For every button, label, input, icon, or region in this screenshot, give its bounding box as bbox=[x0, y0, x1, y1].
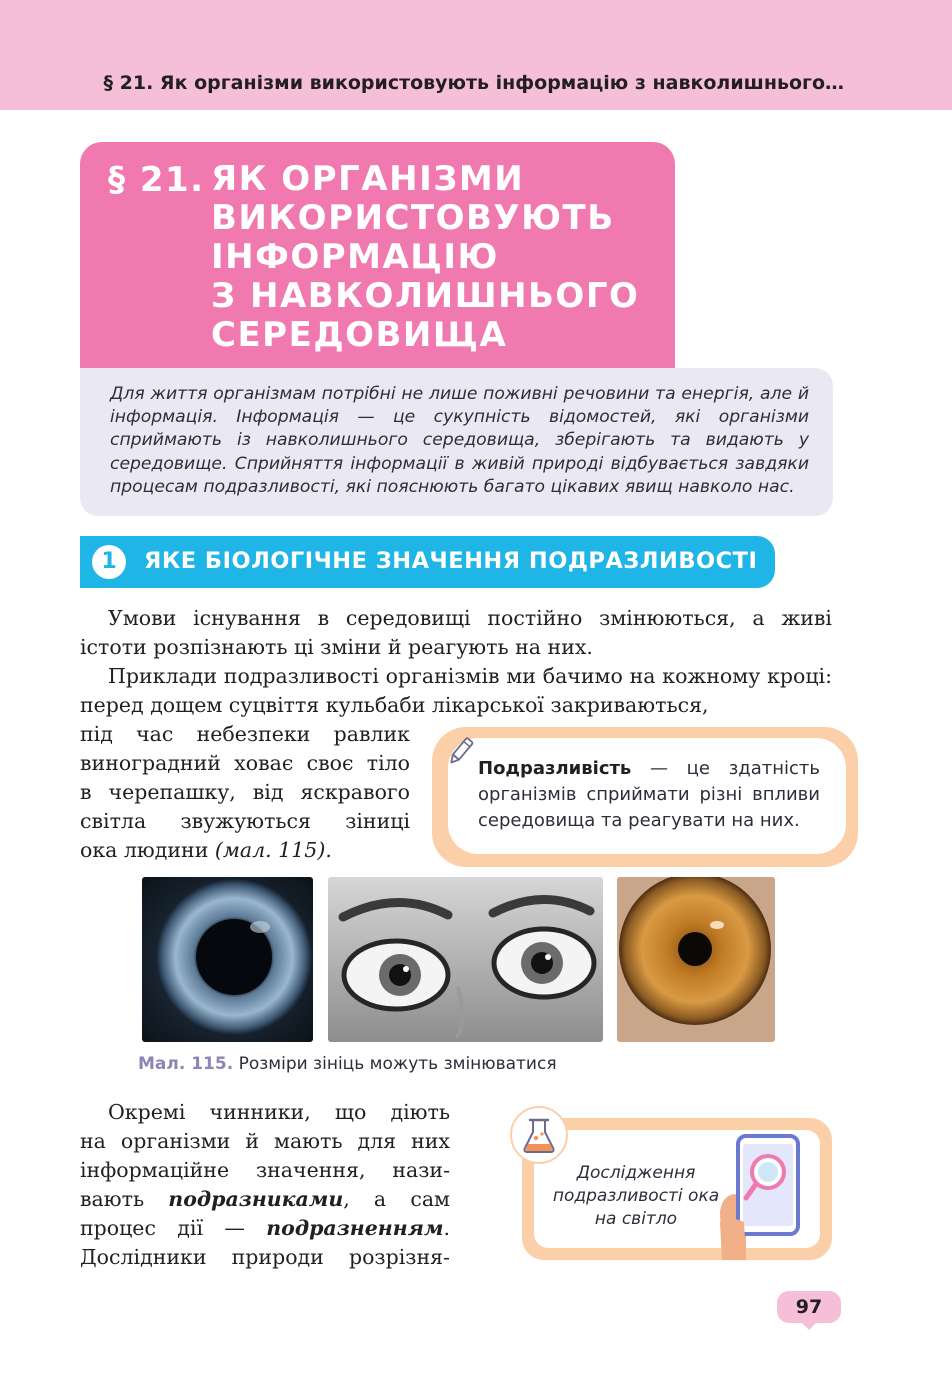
figure-caption bbox=[138, 1054, 557, 1074]
text-line bbox=[80, 836, 410, 865]
text-line: під час небезпеки равлик bbox=[80, 722, 410, 746]
paragraph-2-continued bbox=[80, 720, 410, 865]
photo-constricted-pupil bbox=[617, 877, 775, 1042]
definition-box bbox=[448, 738, 846, 854]
title-line: ЯК ОРГАНІЗМИ bbox=[211, 159, 525, 199]
phone-magnifier-icon bbox=[716, 1132, 806, 1260]
photo-dilated-pupil bbox=[142, 877, 313, 1042]
running-header bbox=[0, 0, 952, 110]
intro-box bbox=[80, 368, 833, 516]
pencil-icon bbox=[444, 734, 478, 768]
term-irritation: подразненням bbox=[266, 1216, 444, 1240]
paragraph-1: Умови існування в середовищі постійно змінюються, а живі істоти розпізнають ці зміни й реагують на них. bbox=[80, 606, 832, 659]
paragraph-title-block bbox=[80, 142, 675, 370]
text-line: Дослідники природи розрізня- bbox=[80, 1245, 450, 1269]
section-number-badge: 1 bbox=[92, 545, 126, 579]
research-text: Дослідження подразливості ока на світло bbox=[552, 1163, 720, 1229]
flask-icon bbox=[510, 1106, 568, 1164]
text-line bbox=[80, 1214, 450, 1243]
title-line: ВИКОРИСТОВУЮТЬ bbox=[211, 198, 615, 238]
text-fragment: , а сам bbox=[343, 1187, 450, 1211]
text-line bbox=[80, 1185, 450, 1214]
definition-text bbox=[478, 756, 820, 834]
term-stimuli: подразниками bbox=[168, 1187, 344, 1211]
paragraph-title bbox=[211, 160, 639, 355]
body-text-top bbox=[80, 604, 832, 720]
text-line: інформаційне значення, нази- bbox=[80, 1158, 450, 1182]
page-number: 97 bbox=[777, 1291, 841, 1323]
definition-body: — це здатність організмів сприймати різні впливи середовища та реагувати на них. bbox=[478, 758, 820, 831]
photo-wide-open-eyes bbox=[328, 877, 603, 1042]
figure-label: Мал. 115. bbox=[138, 1054, 234, 1074]
section-header bbox=[80, 536, 775, 588]
text-fragment: вають bbox=[80, 1187, 169, 1211]
figure-caption-text: Розміри зініць можуть змінюватися bbox=[238, 1054, 557, 1074]
title-line: З НАВКОЛИШНЬОГО bbox=[211, 276, 640, 316]
text-line: в черепашку, від яскравого bbox=[80, 780, 410, 804]
definition-term: Подразливість bbox=[478, 758, 632, 779]
text-line: Окремі чинники, що діють bbox=[108, 1100, 450, 1124]
figure-reference: (мал. 115). bbox=[214, 838, 332, 862]
paragraph-2-intro: Приклади подразливості організмів ми бачимо на кожному кроці: перед дощем суцвіття кульбаби лікарської закриваються, bbox=[80, 664, 832, 717]
paragraph-3 bbox=[80, 1098, 450, 1272]
text-fragment: процес дії — bbox=[80, 1216, 267, 1240]
section-title: ЯКЕ БІОЛОГІЧНЕ ЗНАЧЕННЯ ПОДРАЗЛИВОСТІ bbox=[144, 548, 758, 574]
intro-text: Для життя організмам потрібні не лише поживні речовини та енергія, але й інформація. Інформація — це сукупність відомостей, які організми сприймають із навколишнього середовища, зберігають та видають у середовище. Сприйняття інформації в живій природі відбувається завдяки процесам подразливості, які пояснюють багато цікавих явищ навколо нас. bbox=[110, 384, 809, 497]
paragraph-number: § 21. bbox=[108, 160, 205, 200]
title-line: ІНФОРМАЦІЮ bbox=[211, 237, 499, 277]
text-line: на організми й мають для них bbox=[80, 1129, 450, 1153]
running-header-title: § 21. Як організми використовують інформацію з навколишнього… bbox=[103, 72, 844, 94]
text-fragment: . bbox=[443, 1216, 450, 1240]
page-number-tail bbox=[800, 1321, 818, 1330]
text-line: виноградний ховає своє тіло bbox=[80, 751, 410, 775]
title-line: СЕРЕДОВИЩА bbox=[211, 315, 508, 355]
text-line: світла звужуються зіниці bbox=[80, 809, 410, 833]
text-fragment: ока людини bbox=[80, 838, 215, 862]
